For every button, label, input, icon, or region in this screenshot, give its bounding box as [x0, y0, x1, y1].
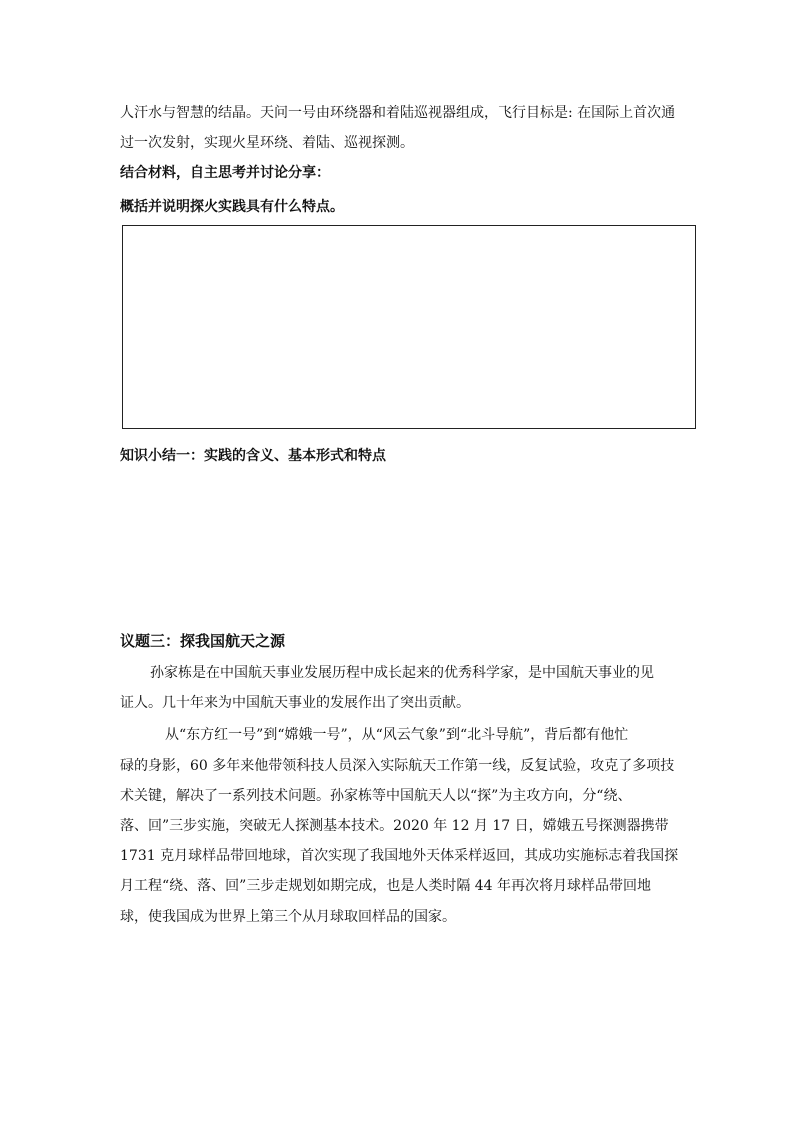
topic3-paragraph2-line3: 术关键，解决了一系列技术问题。孙家栋等中国航天人以“探”为主攻方向，分“绕、: [120, 788, 632, 804]
discussion-instruction: 结合材料，自主思考并讨论分享：: [120, 165, 330, 181]
topic3-paragraph1-line2: 证人。几十年来为中国航天事业的发展作出了突出贡献。: [120, 695, 470, 711]
intro-line-1: 人汗水与智慧的结晶。天问一号由环绕器和着陆巡视器组成，飞行目标是: 在国际上首次通: [120, 105, 676, 121]
intro-line-2: 过一次发射，实现火星环绕、着陆、巡视探测。: [120, 135, 414, 151]
topic3-title: 议题三：探我国航天之源: [120, 632, 286, 650]
topic3-paragraph2-line4: 落、回”三步实施，突破无人探测基本技术。2020 年 12 月 17 日，嫦娥五号探测器携带: [120, 818, 669, 834]
topic3-paragraph1-line1: 孙家栋是在中国航天事业发展历程中成长起来的优秀科学家，是中国航天事业的见: [150, 665, 654, 681]
topic3-paragraph2-line2: 碌的身影，60 多年来他带领科技人员深入实际航天工作第一线，反复试验，攻克了多项技: [120, 758, 675, 774]
answer-box[interactable]: [122, 225, 696, 429]
topic3-paragraph2-line7: 球，使我国成为世界上第三个从月球取回样品的国家。: [120, 909, 456, 925]
topic3-paragraph2-line6: 月工程“绕、落、回”三步走规划如期完成，也是人类时隔 44 年再次将月球样品带回地: [120, 878, 652, 894]
discussion-question: 概括并说明探火实践具有什么特点。: [120, 199, 344, 215]
summary-title: 知识小结一：实践的含义、基本形式和特点: [120, 448, 386, 464]
topic3-paragraph2-line1: 从“东方红一号”到“嫦娥一号”，从“风云气象”到“北斗导航”，背后都有他忙: [165, 727, 629, 743]
topic3-paragraph2-line5: 1731 克月球样品带回地球，首次实现了我国地外天体采样返回，其成功实施标志着我国探: [120, 848, 679, 864]
